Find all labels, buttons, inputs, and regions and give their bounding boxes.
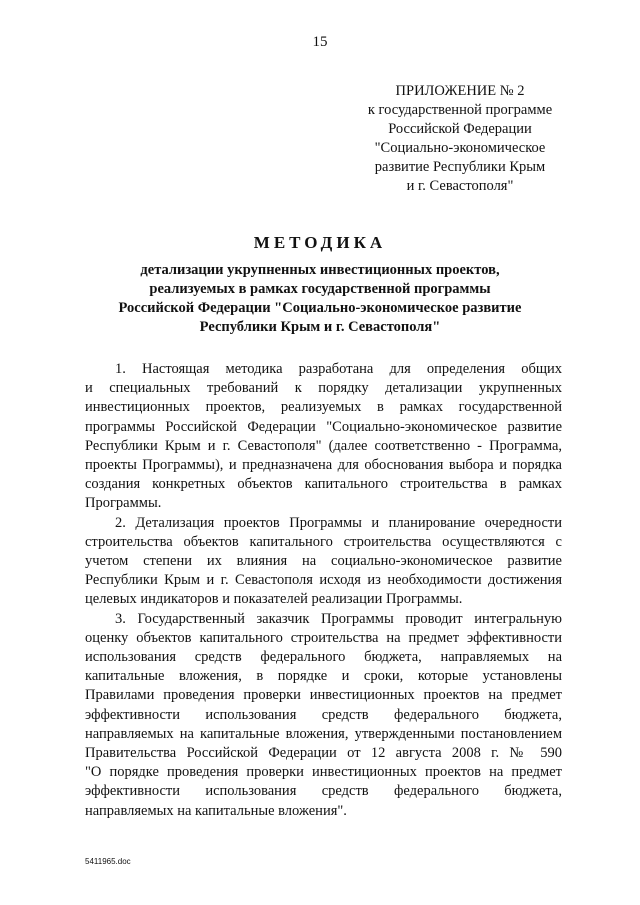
text-line: создания конкретных объектов капитального строительства в рамках — [85, 476, 562, 493]
text-line: 1. Настоящая методика разработана для определения общих — [115, 361, 562, 377]
paragraph-1 — [85, 360, 562, 514]
text-line: Программы. — [85, 495, 162, 512]
subtitle-line: Республики Крым и г. Севастополя" — [199, 319, 441, 335]
text-line: целевых индикаторов и показателей реализации Программы. — [85, 591, 463, 608]
page-number: 15 — [312, 34, 328, 50]
footer-filename: 5411965.doc — [85, 857, 131, 866]
document-subtitle — [60, 261, 580, 337]
text-line: использования средств федерального бюджета, направляемых на — [85, 649, 562, 666]
subtitle-line: детализации укрупненных инвестиционных проектов, — [140, 262, 500, 278]
text-line: 3. Государственный заказчик Программы проводит интегральную — [115, 610, 562, 627]
text-line: эффективности использования средств федерального бюджета, — [85, 783, 562, 800]
text-line: направляемых на капитальные вложения, утвержденными постановлением — [85, 725, 562, 742]
text-line: строительства объектов капитального строительства осуществляются с — [85, 533, 562, 550]
appendix-line: ПРИЛОЖЕНИЕ № 2 — [395, 83, 525, 99]
text-line: проекты Программы), и предназначена для обоснования выбора и порядка — [85, 457, 562, 474]
text-line: оценку объектов капитального строительства на предмет эффективности — [85, 629, 562, 646]
appendix-line: "Социально-экономическое — [374, 140, 546, 156]
paragraph-3 — [85, 610, 562, 821]
subtitle-line: Российской Федерации "Социально-экономическое развитие — [118, 300, 522, 316]
appendix-header — [340, 82, 580, 196]
text-line: Республики Крым и г. Севастополя" (далее соответственно - Программа, — [85, 437, 562, 454]
text-line: Правительства Российской Федерации от 12 августа 2008 г. № 590 — [85, 745, 562, 762]
text-line: направляемых на капитальные вложения". — [85, 802, 347, 819]
document-title: МЕТОДИКА — [253, 233, 387, 252]
text-line: и специальных требований к порядку детализации укрупненных — [85, 380, 562, 397]
text-line: инвестиционных проектов, реализуемых в рамках государственной — [85, 399, 562, 416]
appendix-line: Российской Федерации — [388, 121, 532, 137]
text-line: учетом степени их влияния на социально-экономическое развитие — [85, 553, 562, 570]
text-line: Правилами проведения проверки инвестиционных проектов на предмет — [85, 687, 562, 704]
text-line: капитальные вложения, в порядке и сроки, которые установлены — [85, 668, 562, 685]
appendix-line: и г. Севастополя" — [406, 178, 514, 194]
document-body — [85, 360, 562, 821]
text-line: эффективности использования средств федерального бюджета, — [85, 706, 562, 723]
paragraph-2 — [85, 514, 562, 610]
subtitle-line: реализуемых в рамках государственной программы — [149, 281, 491, 297]
text-line: "О порядке проведения проверки инвестиционных проектов на предмет — [85, 764, 562, 781]
text-line: Республики Крым и г. Севастополя исходя из необходимости достижения — [85, 572, 562, 589]
appendix-line: к государственной программе — [367, 102, 553, 118]
appendix-line: развитие Республики Крым — [374, 159, 546, 175]
text-line: программы Российской Федерации "Социально-экономическое развитие — [85, 418, 562, 435]
text-line: 2. Детализация проектов Программы и планирование очередности — [115, 514, 562, 531]
